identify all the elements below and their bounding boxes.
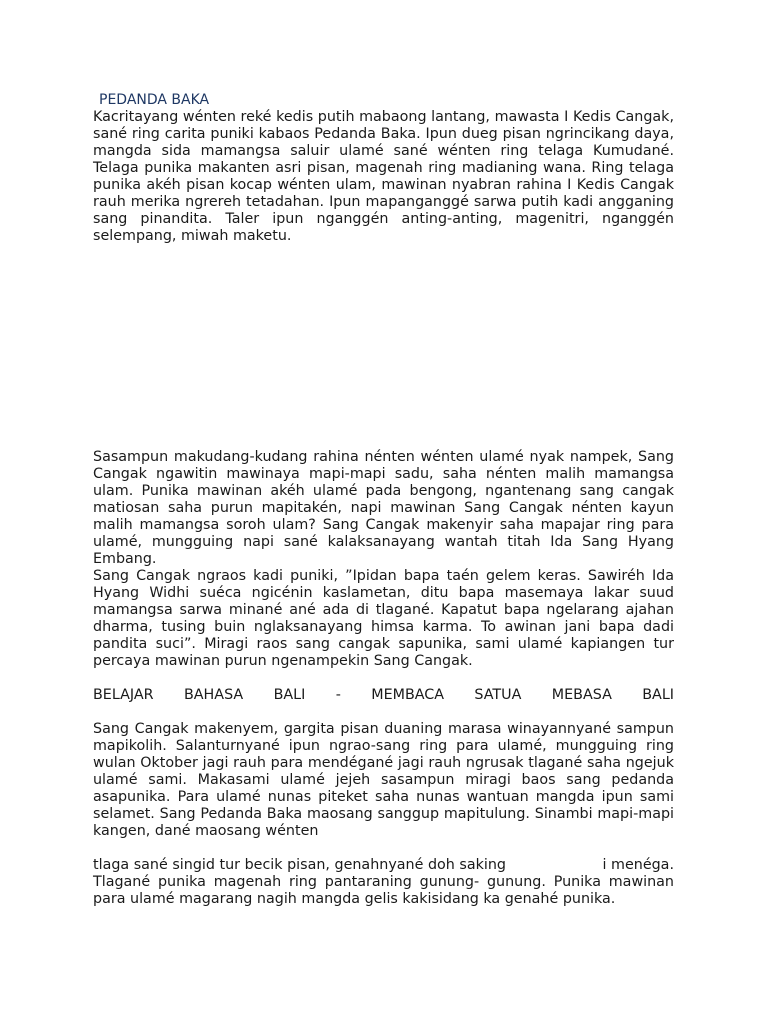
paragraph-5-text: Tlagané punika magenah ring pantaraning gunung- gunung. Punika mawinan para ulamé magarang nagih mangda gelis kakisidang ka genahé punika.: [93, 874, 674, 907]
section-heading-line: BELAJAR BAHASA BALI - MEMBACA SATUA MEBASA BALI: [93, 687, 674, 703]
justified-line: [93, 857, 674, 874]
line-right-text: i menéga.: [602, 857, 674, 873]
paragraph-3: Sang Cangak ngraos kadi puniki, ”Ipidan bapa taén gelem keras. Sawiréh Ida Hyang Widhi suéca ngicénin kaslametan, ditu bapa masemaya lakar suud mamangsa sarwa minané ané ada di tlagané. Kapatut bapa ngelarang ajahan dharma, tusing buin nglaksanayang himsa karma. To awinan jani bapa dadi pandita suci”. Miragi raos sang cangak sapunika, sami ulamé kapiangen tur percaya mawinan purun ngenampekin Sang Cangak.: [93, 568, 674, 669]
line-left-text: tlaga sané singid tur becik pisan, genahnyané doh saking: [93, 857, 506, 873]
document-title: PEDANDA BAKA: [99, 92, 210, 108]
paragraph-1: Kacritayang wénten reké kedis putih mabaong lantang, mawasta I Kedis Cangak, sané ring carita puniki kabaos Pedanda Baka. Ipun dueg pisan ngrincikang daya, mangda sida mamangsa saluir ulamé sané wénten ring telaga Kumudané. Telaga punika makanten asri pisan, magenah ring madianing wana. Ring telaga punika akéh pisan kocap wénten ulam, mawinan nyabran rahina I Kedis Cangak rauh merika ngrereh tetadahan. Ipun mapanganggé sarwa putih kadi angganing sang pinandita. Taler ipun nganggén anting-anting, magenitri, nganggén selempang, miwah maketu.: [93, 109, 674, 244]
paragraph-2: Sasampun makudang-kudang rahina nénten wénten ulamé nyak nampek, Sang Cangak ngawitin mawinaya mapi-mapi sadu, saha nénten malih mamangsa ulam. Punika mawinan akéh ulamé pada bengong, ngantenang sang cangak matiosan saha purun mapitakén, napi mawinan Sang Cangak nénten kayun malih mamangsa soroh ulam? Sang Cangak makenyir saha mapajar ring para ulamé, mungguing napi sané kalaksanayang wantah titah Ida Sang Hyang Embang.: [93, 449, 674, 567]
paragraph-4: Sang Cangak makenyem, gargita pisan duaning marasa winayannyané sampun mapikolih. Salanturnyané ipun ngrao-sang ring para ulamé, mungguing ring wulan Oktober jagi rauh para mendégané jagi rauh ngrusak tlagané saha ngejuk ulamé sami. Makasami ulamé jejeh sasampun miragi baos sang pedanda asapunika. Para ulamé nunas piteket saha nunas wantuan mangda ipun sami selamet. Sang Pedanda Baka maosang sanggup mapitulung. Sinambi mapi-mapi kangen, dané maosang wénten: [93, 721, 674, 839]
document-page: [93, 0, 674, 1024]
paragraph-5-block: [93, 857, 674, 908]
